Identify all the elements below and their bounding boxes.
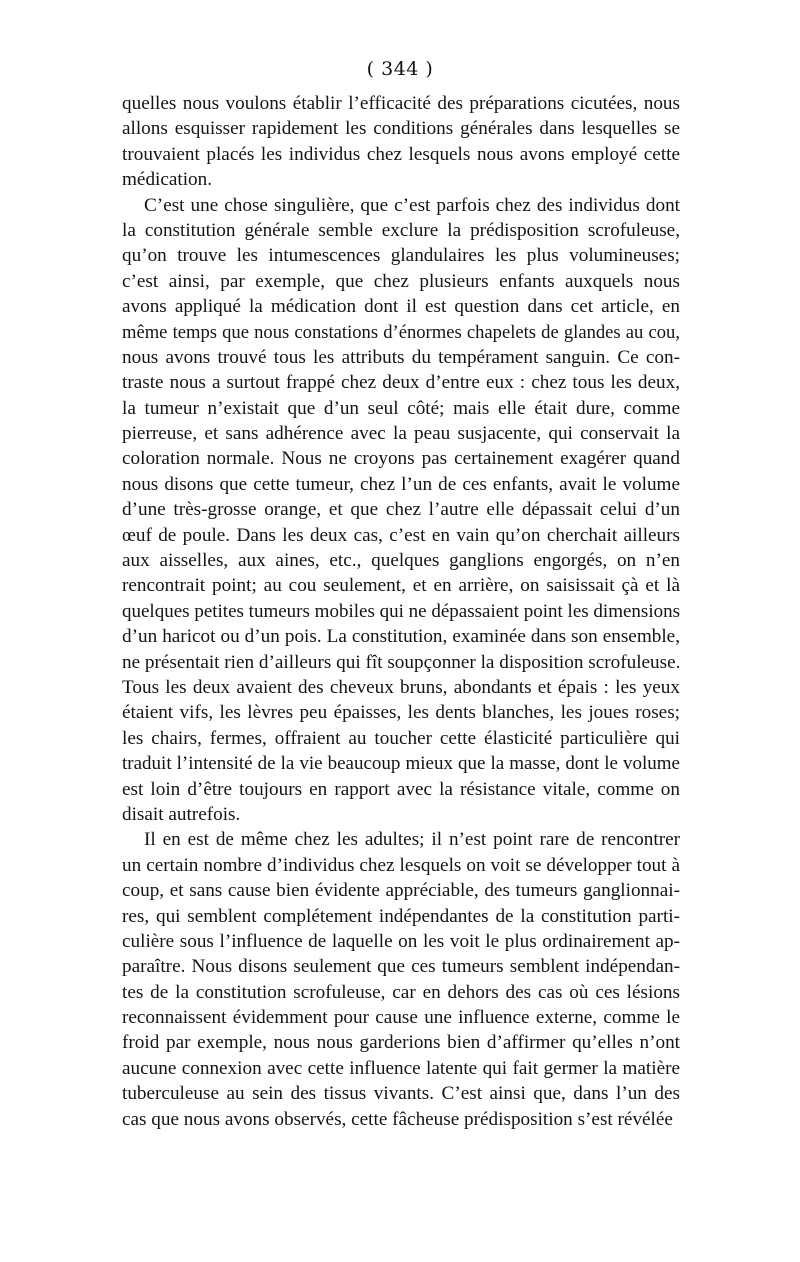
- text-line: un certain nombre d’individus chez lesquels on voit se développer tout à: [122, 854, 680, 876]
- text-line: res, qui semblent complétement indépendantes de la constitution parti-: [122, 905, 680, 927]
- text-line: ne présentait rien d’ailleurs qui fît soupçonner la disposition scrofuleuse.: [122, 651, 681, 673]
- text-line: tuberculeuse au sein des tissus vivants. C’est ainsi que, dans l’un des: [122, 1083, 680, 1105]
- text-line: trouvaient placés les individus chez lesquels nous avons employé cette: [122, 143, 680, 165]
- text-line: coup, et sans cause bien évidente appréciable, des tumeurs ganglionnai-: [122, 880, 680, 902]
- text-line: froid par exemple, nous nous garderions bien d’affirmer qu’elles n’ont: [122, 1032, 680, 1054]
- text-line: culière sous l’influence de laquelle on les voit le plus ordinairement ap-: [122, 930, 680, 952]
- text-line: quelques petites tumeurs mobiles qui ne dépassaient point les dimensions: [122, 600, 680, 622]
- text-line: qu’on trouve les intumescences glandulaires les plus volumineuses;: [122, 245, 680, 267]
- text-line: traste nous a surtout frappé chez deux d’entre eux : chez tous les deux,: [122, 372, 680, 394]
- text-line: cas que nous avons observés, cette fâcheuse prédisposition s’est révélée: [122, 1108, 673, 1130]
- text-line: quelles nous voulons établir l’efficacité des préparations cicutées, nous: [122, 93, 680, 114]
- text-line: Il en est de même chez les adultes; il n’est point rare de rencontrer: [144, 829, 680, 851]
- text-line: d’un haricot ou d’un pois. La constitution, examinée dans son ensemble,: [122, 626, 680, 648]
- text-line: œuf de poule. Dans les deux cas, c’est en vain qu’on cherchait ailleurs: [122, 524, 680, 546]
- text-line: même temps que nous constations d’énormes chapelets de glandes au cou,: [122, 321, 680, 343]
- text-line: aux aisselles, aux aines, etc., quelques ganglions engorgés, on n’en: [122, 550, 680, 572]
- text-line: avons appliqué la médication dont il est question dans cet article, en: [122, 296, 680, 318]
- text-line: pierreuse, et sans adhérence avec la peau susjacente, qui conservait la: [122, 423, 680, 445]
- text-line: reconnaissent évidemment pour cause une influence externe, comme le: [122, 1007, 680, 1029]
- text-line: disait autrefois.: [122, 803, 241, 825]
- text-line: nous avons trouvé tous les attributs du tempérament sanguin. Ce con-: [122, 346, 680, 368]
- text-line: c’est ainsi, par exemple, que chez plusieurs enfants auxquels nous: [122, 270, 680, 292]
- text-line: allons esquisser rapidement les conditions générales dans lesquelles se: [122, 118, 680, 140]
- text-line: est loin d’être toujours en rapport avec la résistance vitale, comme on: [122, 778, 680, 800]
- text-line: étaient vifs, les lèvres peu épaisses, les dents blanches, les joues roses;: [122, 702, 680, 724]
- text-line: la constitution générale semble exclure la prédisposition scrofuleuse,: [122, 219, 680, 241]
- body-text: [122, 91, 680, 1132]
- text-line: médication.: [122, 169, 213, 191]
- text-line: Tous les deux avaient des cheveux bruns, abondants et épais : les yeux: [122, 676, 680, 698]
- text-line: la tumeur n’existait que d’un seul côté; mais elle était dure, comme: [122, 397, 680, 419]
- text-line: C’est une chose singulière, que c’est parfois chez des individus dont: [144, 194, 680, 216]
- text-line: tes de la constitution scrofuleuse, car en dehors des cas où ces lésions: [122, 981, 680, 1003]
- text-line: rencontrait point; au cou seulement, et en arrière, on saisissait çà et là: [122, 575, 680, 597]
- page-number: ( 344 ): [366, 58, 434, 80]
- text-line: les chairs, fermes, offraient au toucher cette élasticité particulière qui: [122, 727, 680, 749]
- text-line: aucune connexion avec cette influence latente qui fait germer la matière: [122, 1057, 680, 1079]
- text-line: coloration normale. Nous ne croyons pas certainement exagérer quand: [122, 448, 680, 470]
- text-line: nous disons que cette tumeur, chez l’un de ces enfants, avait le volume: [122, 473, 680, 495]
- text-line: traduit l’intensité de la vie beaucoup mieux que la masse, dont le volume: [122, 753, 680, 775]
- text-line: paraître. Nous disons seulement que ces tumeurs semblent indépendan-: [122, 956, 680, 978]
- text-line: d’une très-grosse orange, et que chez l’autre elle dépassait celui d’un: [122, 499, 680, 521]
